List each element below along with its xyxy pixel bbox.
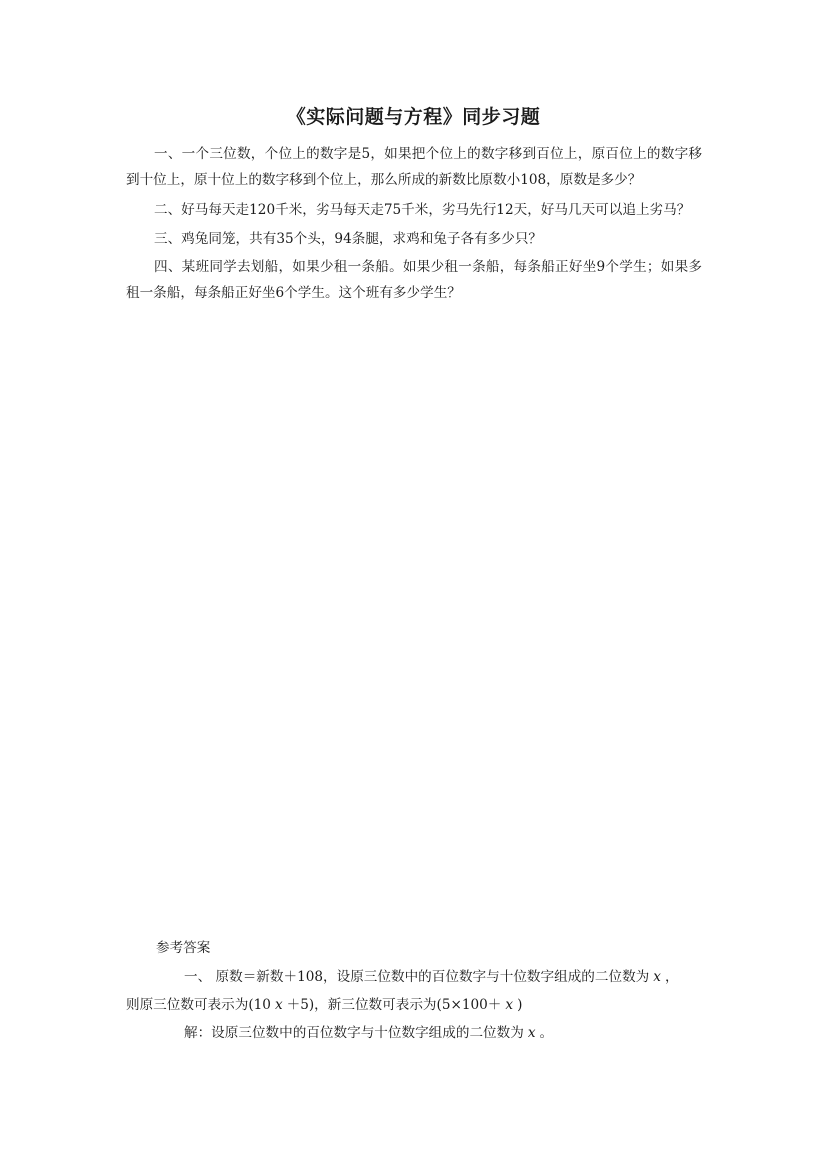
question-3: 三、鸡兔同笼，共有35个头，94条腿，求鸡和兔子各有多少只？ bbox=[154, 231, 543, 247]
solution-text-b: 。 bbox=[539, 1025, 554, 1041]
variable-x: x bbox=[505, 997, 514, 1013]
answer-1-text-e: ) bbox=[517, 997, 523, 1013]
answer-1-text-c: 则原三位数可表示为(10 bbox=[126, 997, 271, 1013]
page-title: 《实际问题与方程》同步习题 bbox=[286, 106, 541, 128]
answer-1 bbox=[126, 963, 702, 1019]
answer-1-line-1 bbox=[126, 963, 702, 991]
variable-x: x bbox=[527, 1025, 536, 1041]
question-4: 四、某班同学去划船，如果少租一条船。如果少租一条船，每条船正好坐9个学生；如果多租一条船，每条船正好坐6个学生。这个班有多少学生？ bbox=[126, 259, 702, 301]
question-2: 二、好马每天走120千米，劣马每天走75千米，劣马先行12天，好马几天可以追上劣马？ bbox=[154, 202, 691, 218]
answer-1-text-a: 一、 原数＝新数＋108，设原三位数中的百位数字与十位数字组成的二位数为 bbox=[184, 969, 650, 985]
answer-1-solution bbox=[184, 1021, 553, 1045]
answer-1-line-2 bbox=[126, 991, 702, 1019]
variable-x: x bbox=[653, 969, 661, 985]
solution-text-a: 解：设原三位数中的百位数字与十位数字组成的二位数为 bbox=[184, 1025, 524, 1041]
answer-1-text-d: ＋5)，新三位数可表示为(5×100＋ bbox=[286, 997, 502, 1013]
answer-1-text-b: ， bbox=[664, 969, 679, 985]
variable-x: x bbox=[274, 997, 283, 1013]
question-1: 一、一个三位数，个位上的数字是5，如果把个位上的数字移到百位上，原百位上的数字移到十位上，原十位上的数字移到个位上，那么所成的新数比原数小108，原数是多少？ bbox=[126, 146, 702, 188]
answers-heading: 参考答案 bbox=[156, 940, 211, 956]
